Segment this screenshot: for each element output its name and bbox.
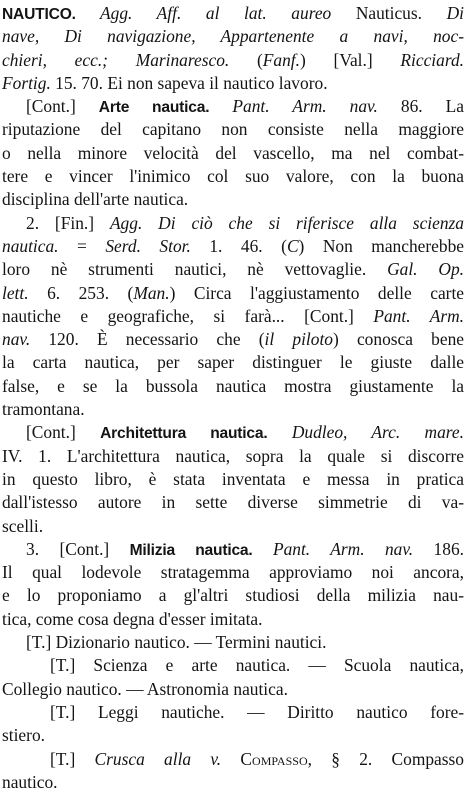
text-segment: riputazione del capitano non consiste nella maggiore [2, 119, 464, 140]
text-segment: 1. 46. ( [190, 235, 287, 256]
text-segment: 3. [Cont.] [26, 538, 130, 559]
entry-line [2, 748, 464, 771]
text-segment: Nauticus. [355, 3, 447, 23]
text-segment: IV. 1. L'architettura nautica, sopra la quale si discorre [2, 445, 464, 466]
text-segment: 6. 253. ( [28, 282, 134, 303]
text-segment: tramontana. [2, 399, 85, 420]
italic-citation: Pant. Arm. [373, 305, 464, 326]
text-segment: [Cont.] [26, 422, 101, 443]
text-segment: ) Non mancherebbe [298, 235, 464, 256]
text-segment: scelli. [2, 515, 44, 536]
italic-citation: Man. [133, 282, 170, 303]
italic-citation: Fanf. [262, 49, 300, 70]
italic-citation: nav. [2, 329, 31, 350]
italic-citation: Serd. Stor. [105, 235, 191, 256]
entry-line [2, 351, 464, 374]
entry-line [2, 95, 464, 118]
text-segment: ) conosca bene [332, 329, 464, 350]
text-segment: stiero. [2, 725, 45, 746]
italic-citation: Pant. Arm. nav. [209, 96, 378, 117]
italic-citation: Crusca alla v. [94, 748, 222, 769]
entry-line [2, 165, 464, 188]
entry-line [2, 701, 464, 724]
text-segment: [T.] Leggi nautiche. — Diritto nautico fore- [50, 701, 464, 722]
entry-line [2, 375, 464, 398]
text-segment: ) [Val.] [300, 49, 401, 70]
text-segment: [T.] [50, 748, 95, 769]
text-segment: [T.] Dizionario nautico. — Termini nautici. [26, 632, 327, 653]
text-segment: 15. 70. Ei non sapeva il nautico lavoro. [50, 72, 328, 93]
italic-citation: Agg. Di ciò che si riferisce alla scienza [109, 212, 464, 233]
entry-line [2, 468, 464, 491]
text-segment: Il qual lodevole stratagemma approviamo noi ancora, [2, 562, 464, 583]
text-segment: 2. [Fin.] [26, 212, 110, 233]
text-segment: nautiche e geografiche, si farà... [Cont.] [2, 305, 374, 326]
entry-line [2, 608, 464, 631]
italic-citation: il piloto [264, 329, 333, 350]
entry-line [2, 515, 464, 538]
entry-line [2, 398, 464, 421]
text-segment: 186. [413, 538, 464, 559]
entry-line [2, 631, 464, 654]
italic-citation: Ricciard. [400, 49, 464, 70]
italic-citation: nave, Di navigazione, Appartenente a navi, noc- [2, 26, 464, 47]
dictionary-page [2, 2, 464, 792]
entry-line [2, 445, 464, 468]
text-segment: tica, come cosa degna d'esser imitata. [2, 608, 263, 629]
italic-citation: Dudleo, Arc. mare. [267, 422, 464, 443]
text-segment: 120. È necessario che ( [30, 329, 265, 350]
entry-line [2, 49, 464, 72]
text-segment: dall'istesso autore in sette diverse simmetrie di va- [2, 492, 464, 513]
entry-line [2, 72, 464, 95]
entry-line [2, 305, 464, 328]
text-segment: la carta nautica, per saper distinguer le giuste dalle [2, 352, 464, 373]
entry-line [2, 328, 464, 351]
entry-line [2, 771, 464, 794]
text-segment: tere e vincer l'inimico col suo valore, con la buona [2, 166, 464, 187]
text-segment: disciplina dell'arte nautica. [2, 189, 189, 210]
entry-line [2, 421, 464, 444]
dictionary-entry-nautico [2, 2, 464, 794]
italic-citation: lett. [2, 282, 29, 303]
text-segment: Collegio nautico. — Astronomia nautica. [2, 678, 288, 699]
entry-line [2, 188, 464, 211]
text-segment: e lo proponiamo a gl'altri studiosi della milizia nau- [2, 585, 464, 606]
entry-line [2, 561, 464, 584]
entry-line [2, 118, 464, 141]
entry-line [2, 282, 464, 305]
entry-line [2, 724, 464, 747]
entry-line [2, 491, 464, 514]
entry-line [2, 142, 464, 165]
italic-citation: Pant. Arm. nav. [252, 538, 414, 559]
entry-line [2, 584, 464, 607]
text-segment: , § 2. Compasso [307, 748, 464, 769]
bold-term: Milizia nautica. [129, 541, 253, 559]
italic-citation: nautica. [2, 235, 59, 256]
text-segment: in questo libro, è stata inventata e messa in pratica [2, 468, 464, 489]
entry-line [2, 258, 464, 281]
text-segment: nautico. [2, 771, 58, 792]
entry-line [2, 654, 464, 677]
italic-citation: chieri, ecc.; Marinaresco. [2, 49, 257, 70]
italic-citation: Fortig. [2, 72, 51, 93]
text-segment: = [58, 235, 106, 256]
bold-term: Architettura nautica. [100, 425, 268, 443]
entry-line [2, 212, 464, 235]
text-segment: ( [257, 49, 263, 70]
small-caps-term: Compasso [221, 748, 308, 769]
text-segment: ) Circa l'aggiustamento delle carte [169, 282, 464, 303]
text-segment: 86. La [377, 96, 464, 117]
entry-line [2, 538, 464, 561]
bold-term: NAUTICO. [2, 6, 76, 23]
text-segment: [T.] Scienza e arte nautica. — Scuola nautica, [50, 655, 464, 676]
entry-line [2, 25, 464, 48]
entry-line [2, 2, 464, 25]
text-segment: loro nè strumenti nautici, nè vettovaglie. [2, 259, 388, 280]
italic-citation: Agg. Aff. al lat. aureo [75, 3, 356, 23]
text-segment: false, e se la bussola nautica mostra giustamente la [2, 375, 464, 396]
entry-line [2, 678, 464, 701]
italic-citation: Gal. Op. [387, 259, 464, 280]
text-segment: o nella minore velocità del vascello, ma nel combat- [2, 142, 464, 163]
text-segment: [Cont.] [26, 96, 99, 117]
entry-line [2, 235, 464, 258]
bold-term: Arte nautica. [98, 99, 210, 117]
italic-citation: C [286, 235, 299, 256]
italic-citation: Di [446, 3, 464, 23]
